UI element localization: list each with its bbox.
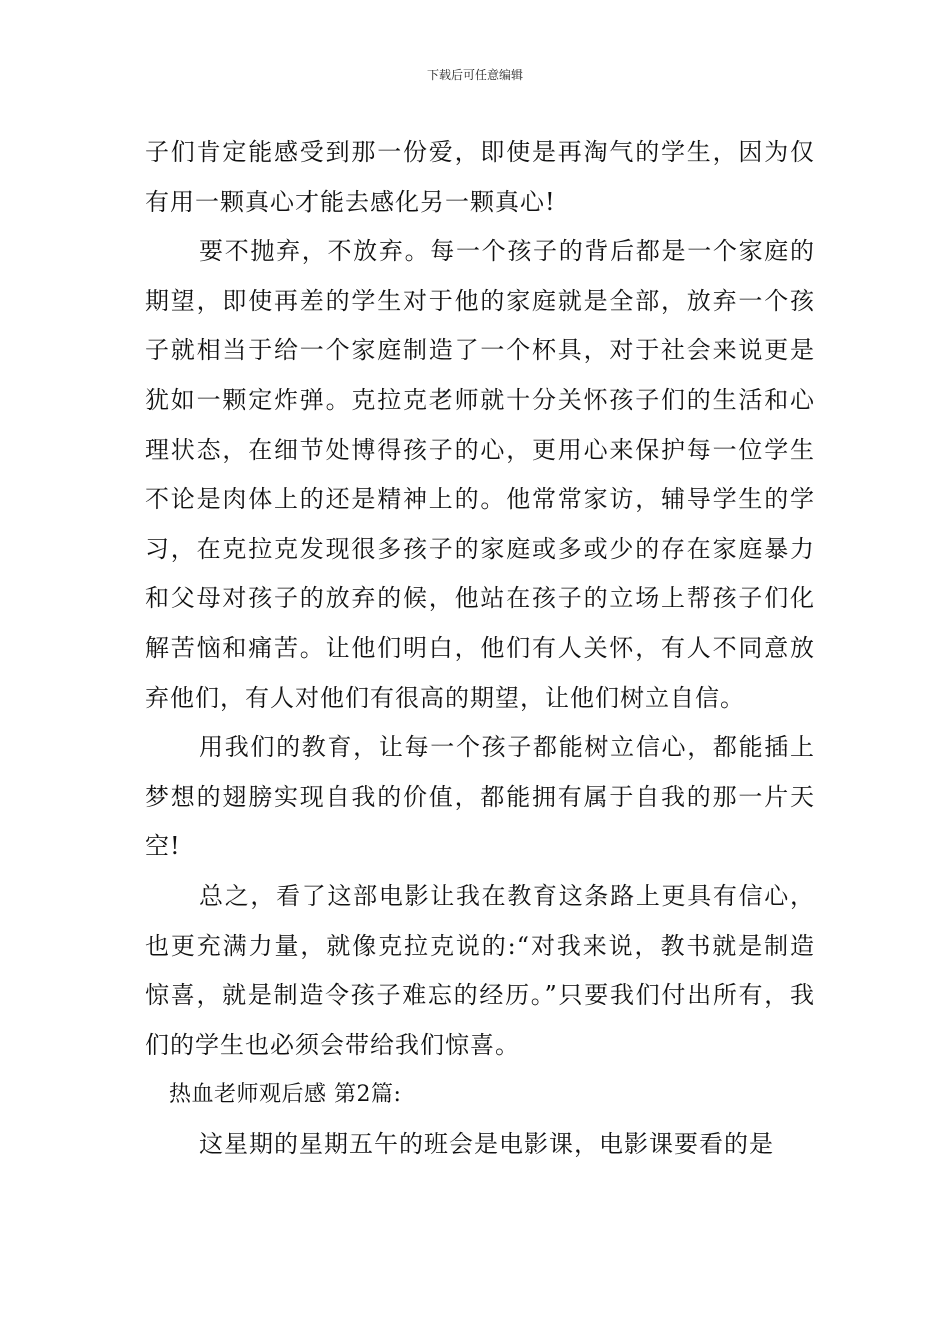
section-heading: 热血老师观后感 第2篇: bbox=[169, 1082, 402, 1108]
section-first-line: 这星期的星期五午的班会是电影课，电影课要看的是 bbox=[199, 1129, 774, 1158]
page-header-note: 下载后可任意编辑 bbox=[426, 68, 523, 82]
paragraph-conclusion: 总之，看了这部电影让我在教育这条路上更具有信心，也更充满力量，就像克拉克说的:“对我来说，教书就是制造惊喜，就是制造令孩子难忘的经历。”只要我们付出所有，我们的学生也必须会带给我们惊喜。 bbox=[145, 881, 815, 1059]
document-body bbox=[145, 128, 815, 1169]
paragraph-continued: 子们肯定能感受到那一份爱，即使是再淘气的学生，因为仅有用一颗真心才能去感化另一颗真心! bbox=[145, 138, 815, 216]
paragraph-education: 用我们的教育，让每一个孩子都能树立信心，都能插上梦想的翅膀实现自我的价值，都能拥有属于自我的那一片天空! bbox=[145, 733, 815, 861]
paragraph-not-abandon: 要不抛弃，不放弃。每一个孩子的背后都是一个家庭的期望，即使再差的学生对于他的家庭就是全部，放弃一个孩子就相当于给一个家庭制造了一个杯具，对于社会来说更是犹如一颗定炸弹。克拉克老师就十分关怀孩子们的生活和心理状态，在细节处博得孩子的心，更用心来保护每一位学生不论是肉体上的还是精神上的。他常常家访，辅导学生的学习，在克拉克发现很多孩子的家庭或多或少的存在家庭暴力和父母对孩子的放弃的候，他站在孩子的立场上帮孩子们化解苦恼和痛苦。让他们明白，他们有人关怀，有人不同意放弃他们，有人对他们有很高的期望，让他们树立自信。 bbox=[145, 237, 815, 712]
